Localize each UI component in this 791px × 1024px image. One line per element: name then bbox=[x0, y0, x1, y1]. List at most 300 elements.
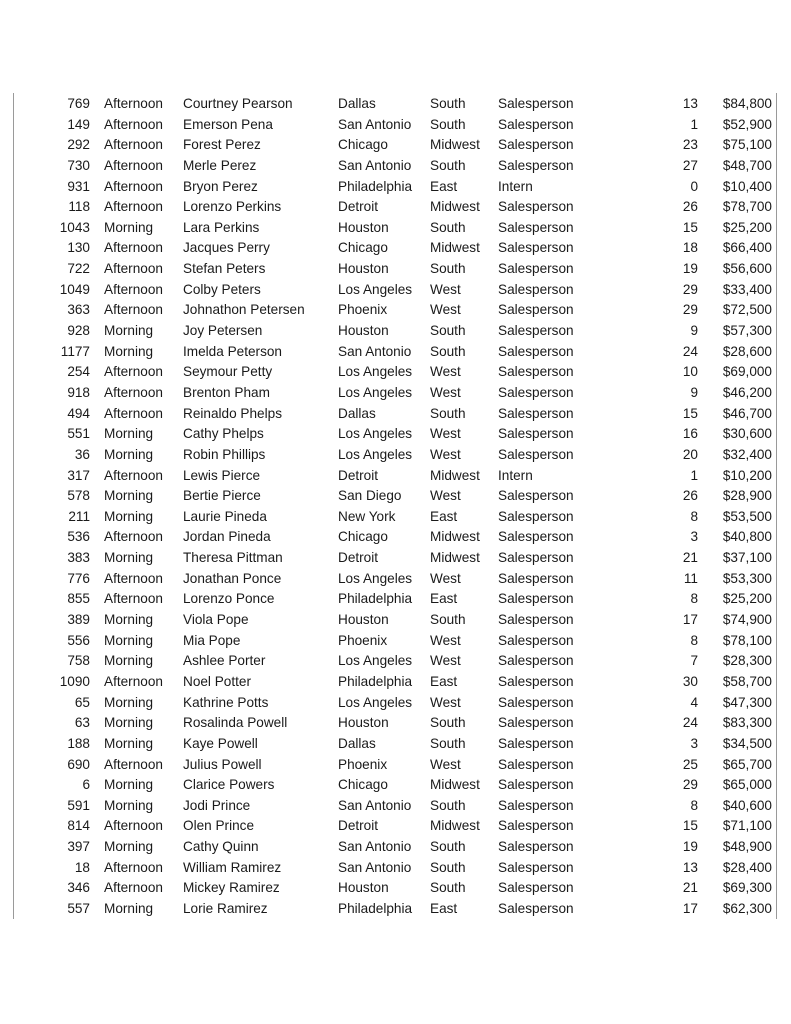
row-city: Chicago bbox=[338, 777, 388, 793]
row-city: Los Angeles bbox=[338, 426, 413, 442]
row-shift: Afternoon bbox=[104, 199, 163, 215]
row-city: San Antonio bbox=[338, 157, 412, 173]
table-row bbox=[0, 300, 791, 321]
row-role: Salesperson bbox=[498, 880, 574, 896]
row-salary: $71,100 bbox=[722, 818, 772, 834]
row-count: 15 bbox=[682, 818, 698, 834]
row-count: 0 bbox=[690, 178, 698, 194]
row-id: 188 bbox=[67, 735, 90, 751]
row-role: Salesperson bbox=[498, 240, 574, 256]
table-row bbox=[0, 280, 791, 301]
row-count: 30 bbox=[682, 673, 698, 689]
row-id: 18 bbox=[74, 859, 90, 875]
table-row bbox=[0, 342, 791, 363]
row-name: Johnathon Petersen bbox=[183, 302, 305, 318]
row-id: 346 bbox=[67, 880, 90, 896]
row-shift: Afternoon bbox=[104, 137, 163, 153]
row-salary: $83,300 bbox=[722, 715, 772, 731]
row-salary: $84,800 bbox=[722, 96, 772, 111]
row-shift: Afternoon bbox=[104, 178, 163, 194]
row-salary: $46,700 bbox=[722, 405, 772, 421]
row-region: South bbox=[430, 880, 466, 896]
row-id: 814 bbox=[67, 818, 90, 834]
row-city: Chicago bbox=[338, 137, 388, 153]
row-name: Clarice Powers bbox=[183, 777, 275, 793]
row-salary: $34,500 bbox=[722, 735, 772, 751]
row-id: 494 bbox=[67, 405, 90, 421]
row-count: 17 bbox=[682, 612, 698, 628]
row-id: 254 bbox=[67, 364, 90, 380]
row-region: South bbox=[430, 219, 466, 235]
row-count: 13 bbox=[682, 96, 698, 111]
table-row bbox=[0, 445, 791, 466]
row-count: 7 bbox=[690, 653, 698, 669]
table-row bbox=[0, 548, 791, 569]
row-name: Colby Peters bbox=[183, 281, 261, 297]
row-salary: $28,400 bbox=[722, 859, 772, 875]
row-id: 118 bbox=[68, 199, 90, 215]
table-row bbox=[0, 177, 791, 198]
row-name: Kathrine Potts bbox=[183, 694, 269, 710]
row-count: 21 bbox=[682, 550, 698, 566]
row-role: Salesperson bbox=[498, 839, 574, 855]
row-id: 211 bbox=[68, 508, 90, 524]
row-role: Salesperson bbox=[498, 550, 574, 566]
row-city: Phoenix bbox=[338, 302, 388, 318]
table-row bbox=[0, 507, 791, 528]
row-name: Lorenzo Ponce bbox=[183, 591, 275, 607]
row-city: New York bbox=[338, 508, 396, 524]
row-salary: $48,700 bbox=[722, 157, 772, 173]
row-name: Mickey Ramirez bbox=[183, 880, 280, 896]
row-shift: Morning bbox=[104, 839, 154, 855]
row-salary: $10,200 bbox=[722, 467, 772, 483]
table-row bbox=[0, 569, 791, 590]
table-row bbox=[0, 734, 791, 755]
row-region: Midwest bbox=[430, 550, 480, 566]
row-city: Philadelphia bbox=[338, 591, 413, 607]
row-count: 25 bbox=[682, 756, 698, 772]
row-shift: Afternoon bbox=[104, 302, 163, 318]
row-shift: Afternoon bbox=[104, 261, 163, 277]
row-city: San Antonio bbox=[338, 797, 412, 813]
row-shift: Afternoon bbox=[104, 240, 163, 256]
row-region: West bbox=[430, 281, 461, 297]
row-id: 918 bbox=[67, 384, 90, 400]
row-salary: $32,400 bbox=[722, 446, 772, 462]
row-count: 29 bbox=[682, 281, 698, 297]
row-region: West bbox=[430, 426, 461, 442]
row-count: 9 bbox=[690, 384, 698, 400]
table-row bbox=[0, 383, 791, 404]
row-role: Salesperson bbox=[498, 653, 574, 669]
row-salary: $57,300 bbox=[722, 323, 772, 339]
row-region: East bbox=[430, 900, 458, 916]
row-region: South bbox=[430, 859, 466, 875]
table-row bbox=[0, 899, 791, 920]
table-row bbox=[0, 197, 791, 218]
row-city: Houston bbox=[338, 323, 389, 339]
row-role: Salesperson bbox=[498, 900, 574, 916]
table-row bbox=[0, 589, 791, 610]
table-row bbox=[0, 94, 791, 115]
row-city: Detroit bbox=[338, 550, 379, 566]
row-count: 21 bbox=[682, 880, 698, 896]
row-region: Midwest bbox=[430, 529, 480, 545]
row-shift: Morning bbox=[104, 446, 154, 462]
row-city: Phoenix bbox=[338, 756, 388, 772]
row-name: Lewis Pierce bbox=[183, 467, 261, 483]
row-city: Detroit bbox=[338, 818, 379, 834]
row-city: Houston bbox=[338, 715, 389, 731]
row-region: East bbox=[430, 508, 458, 524]
table-row bbox=[0, 858, 791, 879]
table-row bbox=[0, 321, 791, 342]
row-salary: $78,100 bbox=[722, 632, 772, 648]
row-city: Detroit bbox=[338, 467, 379, 483]
row-city: Los Angeles bbox=[338, 384, 413, 400]
row-salary: $25,200 bbox=[722, 591, 772, 607]
row-id: 776 bbox=[67, 570, 90, 586]
row-city: San Antonio bbox=[338, 859, 412, 875]
row-count: 9 bbox=[690, 323, 698, 339]
row-name: Cathy Phelps bbox=[183, 426, 264, 442]
row-id: 1177 bbox=[60, 343, 90, 359]
row-role: Salesperson bbox=[498, 694, 574, 710]
row-city: Los Angeles bbox=[338, 446, 413, 462]
table-row bbox=[0, 218, 791, 239]
row-salary: $47,300 bbox=[722, 694, 772, 710]
row-id: 383 bbox=[67, 550, 90, 566]
row-shift: Afternoon bbox=[104, 818, 163, 834]
row-count: 13 bbox=[682, 859, 698, 875]
row-id: 292 bbox=[67, 137, 90, 153]
row-id: 758 bbox=[67, 653, 90, 669]
row-city: Chicago bbox=[338, 529, 388, 545]
row-id: 63 bbox=[74, 715, 90, 731]
row-shift: Afternoon bbox=[104, 96, 163, 111]
row-city: Los Angeles bbox=[338, 694, 413, 710]
row-id: 149 bbox=[67, 116, 90, 132]
row-count: 15 bbox=[682, 219, 698, 235]
row-name: Brenton Pham bbox=[183, 384, 270, 400]
row-salary: $28,900 bbox=[722, 488, 772, 504]
row-name: Joy Petersen bbox=[183, 323, 263, 339]
row-id: 363 bbox=[67, 302, 90, 318]
row-count: 1 bbox=[690, 116, 698, 132]
row-count: 17 bbox=[682, 900, 698, 916]
row-region: Midwest bbox=[430, 240, 480, 256]
row-shift: Afternoon bbox=[104, 529, 163, 545]
row-city: San Antonio bbox=[338, 839, 412, 855]
row-name: Lara Perkins bbox=[183, 219, 260, 235]
row-shift: Morning bbox=[104, 797, 154, 813]
row-region: West bbox=[430, 302, 461, 318]
row-role: Salesperson bbox=[498, 632, 574, 648]
row-role: Salesperson bbox=[498, 426, 574, 442]
row-shift: Morning bbox=[104, 694, 154, 710]
row-role: Salesperson bbox=[498, 116, 574, 132]
row-city: Philadelphia bbox=[338, 900, 413, 916]
row-role: Salesperson bbox=[498, 137, 574, 153]
row-city: Los Angeles bbox=[338, 281, 413, 297]
row-role: Salesperson bbox=[498, 859, 574, 875]
table-row bbox=[0, 115, 791, 136]
row-salary: $46,200 bbox=[722, 384, 772, 400]
row-salary: $48,900 bbox=[722, 839, 772, 855]
row-name: Laurie Pineda bbox=[183, 508, 267, 524]
row-salary: $56,600 bbox=[722, 261, 772, 277]
table-row bbox=[0, 466, 791, 487]
row-count: 27 bbox=[682, 157, 698, 173]
row-count: 11 bbox=[683, 570, 698, 586]
row-count: 24 bbox=[682, 715, 698, 731]
row-name: Lorie Ramirez bbox=[183, 900, 268, 916]
row-name: Stefan Peters bbox=[183, 261, 266, 277]
row-salary: $10,400 bbox=[722, 178, 772, 194]
row-salary: $53,300 bbox=[722, 570, 772, 586]
row-city: Los Angeles bbox=[338, 570, 413, 586]
row-role: Salesperson bbox=[498, 797, 574, 813]
row-salary: $69,000 bbox=[722, 364, 772, 380]
row-shift: Morning bbox=[104, 508, 154, 524]
row-count: 3 bbox=[690, 735, 698, 751]
row-shift: Morning bbox=[104, 323, 154, 339]
row-role: Salesperson bbox=[498, 446, 574, 462]
row-count: 4 bbox=[690, 694, 698, 710]
row-salary: $58,700 bbox=[722, 673, 772, 689]
row-salary: $65,700 bbox=[722, 756, 772, 772]
table-row bbox=[0, 135, 791, 156]
row-count: 3 bbox=[690, 529, 698, 545]
row-count: 8 bbox=[690, 797, 698, 813]
row-region: South bbox=[430, 405, 466, 421]
row-count: 8 bbox=[690, 632, 698, 648]
row-id: 690 bbox=[67, 756, 90, 772]
row-salary: $65,000 bbox=[722, 777, 772, 793]
row-name: Mia Pope bbox=[183, 632, 241, 648]
row-shift: Afternoon bbox=[104, 281, 163, 297]
row-region: Midwest bbox=[430, 137, 480, 153]
row-shift: Afternoon bbox=[104, 467, 163, 483]
row-salary: $37,100 bbox=[722, 550, 772, 566]
row-shift: Morning bbox=[104, 653, 154, 669]
row-city: Los Angeles bbox=[338, 653, 413, 669]
row-count: 26 bbox=[682, 199, 698, 215]
row-id: 578 bbox=[67, 488, 90, 504]
row-name: Olen Prince bbox=[183, 818, 255, 834]
row-name: Noel Potter bbox=[183, 673, 252, 689]
row-salary: $25,200 bbox=[722, 219, 772, 235]
row-name: Kaye Powell bbox=[183, 735, 258, 751]
row-region: West bbox=[430, 364, 461, 380]
row-shift: Afternoon bbox=[104, 405, 163, 421]
row-shift: Morning bbox=[104, 550, 154, 566]
row-region: South bbox=[430, 343, 466, 359]
row-name: Seymour Petty bbox=[183, 364, 273, 380]
table-row bbox=[0, 837, 791, 858]
row-shift: Morning bbox=[104, 219, 154, 235]
row-role: Salesperson bbox=[498, 323, 574, 339]
row-region: South bbox=[430, 797, 466, 813]
row-shift: Morning bbox=[104, 777, 154, 793]
row-id: 6 bbox=[82, 777, 90, 793]
row-region: Midwest bbox=[430, 199, 480, 215]
row-shift: Afternoon bbox=[104, 591, 163, 607]
row-region: South bbox=[430, 261, 466, 277]
row-salary: $78,700 bbox=[722, 199, 772, 215]
row-city: Dallas bbox=[338, 735, 376, 751]
row-id: 397 bbox=[67, 839, 90, 855]
row-shift: Afternoon bbox=[104, 673, 163, 689]
row-salary: $74,900 bbox=[722, 612, 772, 628]
row-region: Midwest bbox=[430, 467, 480, 483]
row-name: Jonathan Ponce bbox=[183, 570, 282, 586]
row-shift: Morning bbox=[104, 426, 154, 442]
row-count: 20 bbox=[682, 446, 698, 462]
table-row bbox=[0, 878, 791, 899]
row-role: Salesperson bbox=[498, 261, 574, 277]
row-count: 19 bbox=[682, 261, 698, 277]
table-row bbox=[0, 238, 791, 259]
row-name: Bryon Perez bbox=[183, 178, 258, 194]
row-region: South bbox=[430, 96, 466, 111]
row-id: 769 bbox=[67, 96, 90, 111]
row-city: Philadelphia bbox=[338, 673, 413, 689]
row-name: Cathy Quinn bbox=[183, 839, 259, 855]
table-row bbox=[0, 775, 791, 796]
row-region: West bbox=[430, 488, 461, 504]
row-shift: Morning bbox=[104, 343, 154, 359]
row-region: South bbox=[430, 612, 466, 628]
row-city: San Antonio bbox=[338, 116, 412, 132]
row-role: Salesperson bbox=[498, 405, 574, 421]
table-row bbox=[0, 651, 791, 672]
row-role: Salesperson bbox=[498, 219, 574, 235]
row-name: Reinaldo Phelps bbox=[183, 405, 282, 421]
row-region: West bbox=[430, 653, 461, 669]
row-name: Theresa Pittman bbox=[183, 550, 283, 566]
row-city: Dallas bbox=[338, 96, 376, 111]
row-name: Robin Phillips bbox=[183, 446, 266, 462]
row-region: East bbox=[430, 591, 458, 607]
row-name: Lorenzo Perkins bbox=[183, 199, 282, 215]
row-role: Salesperson bbox=[498, 591, 574, 607]
row-name: Viola Pope bbox=[183, 612, 249, 628]
table-row bbox=[0, 259, 791, 280]
row-count: 16 bbox=[682, 426, 698, 442]
row-name: Jacques Perry bbox=[183, 240, 270, 256]
row-id: 551 bbox=[67, 426, 90, 442]
row-region: West bbox=[430, 694, 461, 710]
table-row bbox=[0, 631, 791, 652]
row-count: 29 bbox=[682, 777, 698, 793]
row-name: Courtney Pearson bbox=[183, 96, 293, 111]
row-name: Julius Powell bbox=[183, 756, 262, 772]
row-city: Chicago bbox=[338, 240, 388, 256]
row-salary: $62,300 bbox=[722, 900, 772, 916]
row-city: Dallas bbox=[338, 405, 376, 421]
row-role: Salesperson bbox=[498, 364, 574, 380]
row-id: 556 bbox=[67, 632, 90, 648]
row-name: Emerson Pena bbox=[183, 116, 273, 132]
row-shift: Afternoon bbox=[104, 570, 163, 586]
row-region: West bbox=[430, 756, 461, 772]
row-role: Salesperson bbox=[498, 199, 574, 215]
row-salary: $28,300 bbox=[722, 653, 772, 669]
row-salary: $52,900 bbox=[722, 116, 772, 132]
row-name: Merle Perez bbox=[183, 157, 257, 173]
row-shift: Morning bbox=[104, 900, 154, 916]
table-row bbox=[0, 362, 791, 383]
row-salary: $66,400 bbox=[722, 240, 772, 256]
row-name: Rosalinda Powell bbox=[183, 715, 288, 731]
row-id: 36 bbox=[74, 446, 90, 462]
table-row bbox=[0, 713, 791, 734]
table-row bbox=[0, 796, 791, 817]
row-salary: $40,800 bbox=[722, 529, 772, 545]
row-city: Houston bbox=[338, 261, 389, 277]
row-id: 130 bbox=[67, 240, 90, 256]
row-salary: $72,500 bbox=[722, 302, 772, 318]
row-id: 536 bbox=[67, 529, 90, 545]
row-count: 15 bbox=[682, 405, 698, 421]
table-row bbox=[0, 424, 791, 445]
row-role: Salesperson bbox=[498, 529, 574, 545]
row-name: Ashlee Porter bbox=[183, 653, 266, 669]
row-city: Los Angeles bbox=[338, 364, 413, 380]
row-count: 8 bbox=[690, 508, 698, 524]
row-region: Midwest bbox=[430, 777, 480, 793]
row-region: South bbox=[430, 323, 466, 339]
row-id: 1043 bbox=[59, 219, 90, 235]
row-role: Salesperson bbox=[498, 384, 574, 400]
row-id: 928 bbox=[67, 323, 90, 339]
row-city: San Diego bbox=[338, 488, 402, 504]
row-role: Salesperson bbox=[498, 756, 574, 772]
row-count: 23 bbox=[682, 137, 698, 153]
row-shift: Afternoon bbox=[104, 880, 163, 896]
row-role: Salesperson bbox=[498, 343, 574, 359]
row-name: Jordan Pineda bbox=[183, 529, 271, 545]
row-shift: Afternoon bbox=[104, 384, 163, 400]
row-role: Salesperson bbox=[498, 157, 574, 173]
table-row bbox=[0, 610, 791, 631]
row-city: Philadelphia bbox=[338, 178, 413, 194]
row-region: West bbox=[430, 384, 461, 400]
row-city: Detroit bbox=[338, 199, 379, 215]
table-row bbox=[0, 527, 791, 548]
row-name: William Ramirez bbox=[183, 859, 282, 875]
row-region: East bbox=[430, 673, 458, 689]
row-count: 26 bbox=[682, 488, 698, 504]
table-row bbox=[0, 486, 791, 507]
row-id: 317 bbox=[67, 467, 90, 483]
row-salary: $33,400 bbox=[722, 281, 772, 297]
row-id: 730 bbox=[67, 157, 90, 173]
row-role: Salesperson bbox=[498, 735, 574, 751]
table-row bbox=[0, 156, 791, 177]
row-count: 18 bbox=[682, 240, 698, 256]
row-salary: $69,300 bbox=[722, 880, 772, 896]
row-shift: Morning bbox=[104, 715, 154, 731]
row-role: Salesperson bbox=[498, 96, 574, 111]
row-city: Houston bbox=[338, 219, 389, 235]
row-id: 65 bbox=[74, 694, 90, 710]
row-name: Jodi Prince bbox=[183, 797, 251, 813]
row-shift: Afternoon bbox=[104, 756, 163, 772]
row-region: South bbox=[430, 839, 466, 855]
